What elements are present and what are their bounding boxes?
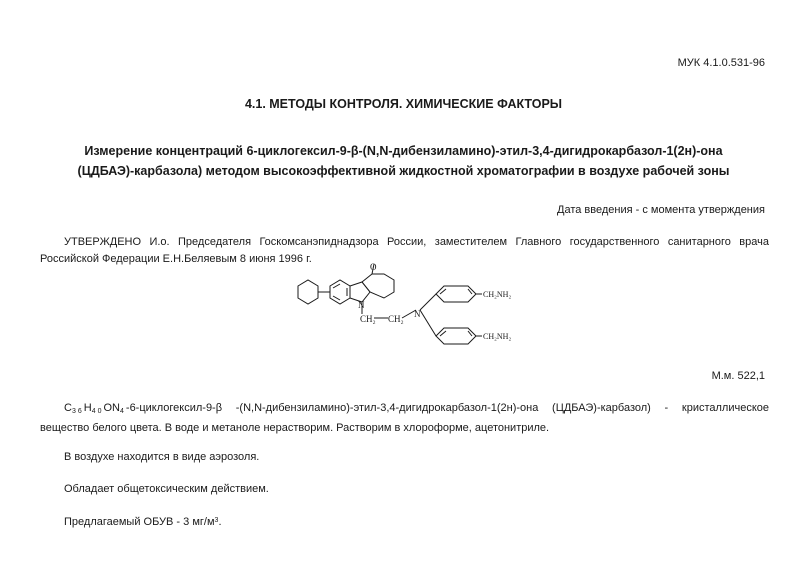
introduction-date: Дата введения - с момента утверждения [557, 204, 765, 216]
toxicity-paragraph: Обладает общетоксическим действием. [64, 483, 269, 495]
section-heading: 4.1. МЕТОДЫ КОНТРОЛЯ. ХИМИЧЕСКИЕ ФАКТОРЫ [244, 97, 563, 111]
formula-n-subscript: 4 [120, 408, 126, 415]
formula-h: H [83, 402, 92, 414]
title-line-1: Измерение концентраций 6-циклогексил-9-β-(N,N-дибензиламино)-этил-3,4-дигидрокарбазол-1(2н)-она [84, 144, 723, 158]
benzyl-ring-2 [436, 328, 476, 344]
formula-description: -6-циклогексил-9-β -(N,N-дибензиламино)-этил-3,4-дигидрокарбазол-1(2н)-она (ЦДБАЭ)-карбазол) - кристаллическое вещество белого цвета. В воде и метаноле нерастворим. Растворим в хлороформе, ацетонитриле. [40, 402, 769, 434]
oxygen-label: O [370, 262, 377, 272]
document-title [40, 141, 767, 181]
amine-label: N [414, 309, 421, 319]
obuv-text: Предлагаемый ОБУВ - 3 мг/м [64, 516, 215, 528]
formula-paragraph [40, 400, 769, 437]
aerosol-paragraph: В воздухе находится в виде аэрозоля. [64, 451, 260, 463]
obuv-tail: . [218, 516, 222, 528]
methyl-label: CH₂ [360, 314, 376, 324]
cyclohexanone-ring [362, 274, 394, 298]
approval-paragraph: УТВЕРЖДЕНО И.о. Председателя Госкомсанэпиднадзора России, заместителем Главного государственного санитарного врача Российской Федерации Е.Н.Беляевым 8 июня 1996 г. [40, 236, 769, 265]
cyclohexyl-ring [298, 280, 318, 304]
obuv-paragraph [40, 512, 769, 531]
nitrogen-label: N [358, 300, 365, 310]
benzyl-label-1: CH₂NH₂ [483, 290, 512, 299]
formula-c-subscript: 36 [71, 408, 84, 415]
title-line-2: (ЦДБАЭ)-карбазола) методом высокоэффективной жидкостной хроматографии в воздухе рабочей зоны [77, 164, 730, 178]
benzyl-label-2: CH₂NH₂ [483, 332, 512, 341]
formula-c: C [64, 402, 72, 414]
document-code: МУК 4.1.0.531-96 [677, 57, 765, 69]
formula-on: ON [103, 402, 120, 414]
ethyl-label: CH₂ [388, 314, 404, 324]
molecular-weight: М.м. 522,1 [711, 370, 765, 382]
formula-h-subscript: 40 [91, 408, 104, 415]
chemical-structure [290, 262, 530, 354]
benzyl-ring-1 [436, 286, 476, 302]
pyrrole-ring [350, 282, 370, 302]
obuv-superscript: 3 [214, 517, 219, 524]
